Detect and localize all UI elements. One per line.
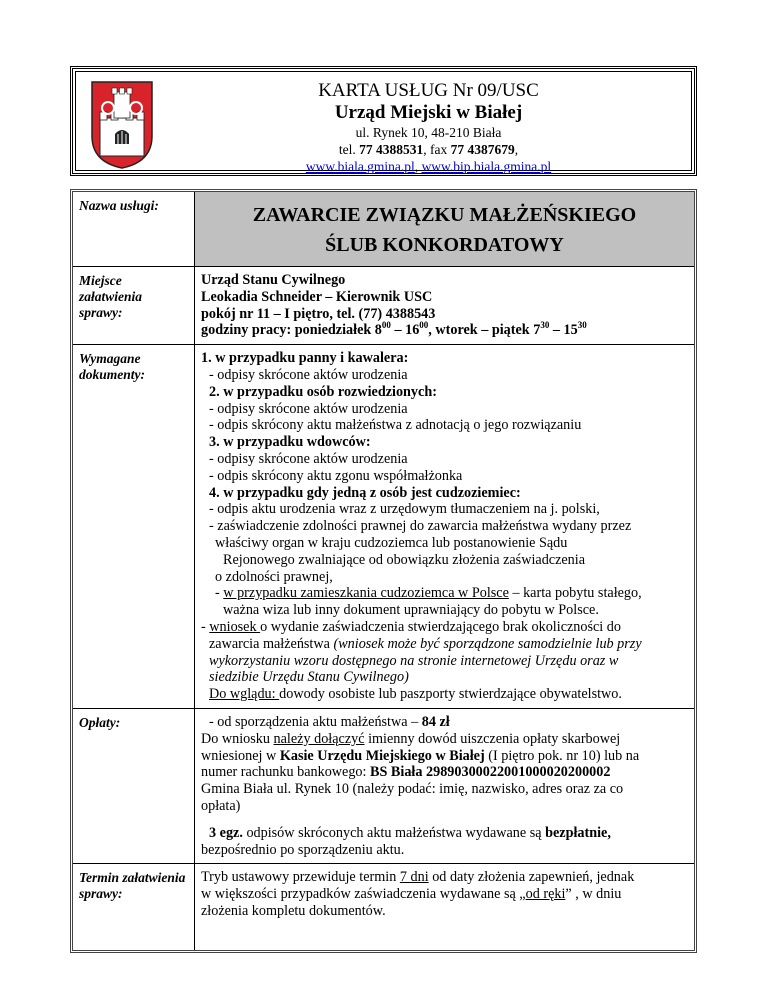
term-content [195,864,694,949]
docs-item: - odpis skrócony aktu małżeństwa z adnotacją o jego rozwiązaniu [209,417,582,434]
place-content [195,267,694,344]
docs-item: - odpis aktu urodzenia wraz z urzędowym tłumaczeniem na j. polski, [209,501,600,518]
fee-line-1: - od sporządzenia aktu małżeństwa – 84 zł [209,713,450,730]
docs-item: - odpisy skrócone aktów urodzenia [209,366,408,383]
docs-item: - odpisy skrócone aktów urodzenia [209,450,408,467]
docs-application-cont: wykorzystaniu wzoru dostępnego na stronie internetowej Urzędu oraz w [209,652,619,669]
label-fees: Opłaty: [73,709,195,863]
office-address: ul. Rynek 10, 48-210 Biała [355,125,502,140]
header-text [176,80,681,175]
docs-item-cont: o zdolności prawnej, [215,568,333,585]
documents-content [195,345,694,708]
row-term [73,864,694,949]
fee-line-7: 3 egz. odpisów skróconych aktu małżeństwa wydawane są bezpłatnie, [209,824,611,841]
service-title [195,192,694,266]
docs-inspection: Do wglądu: dowody osobiste lub paszporty stwierdzające obywatelstwo. [209,686,622,703]
docs-item: - w przypadku zamieszkania cudzoziemca w Polsce – karta pobytu stałego, [215,585,642,602]
docs-item-cont: Rejonowego zwalniające od obowiązku złożenia zaświadczenia [223,551,586,568]
row-place [73,267,694,345]
term-line-3: złożenia kompletu dokumentów. [201,902,386,919]
fax-number: 77 4387679 [450,142,515,157]
label-documents: Wymagane dokumenty: [73,345,195,708]
office-phone-fax: tel. 77 4388531, fax 77 4387679, [338,142,519,157]
place-line3: pokój nr 11 – I piętro, tel. (77) 4388543 [201,305,436,322]
label-place: Miejsce załatwienia sprawy: [73,267,195,344]
fee-line-6: opłata) [201,797,241,814]
docs-item: - odpis skrócony aktu zgonu współmałżonka [209,467,463,484]
bank-account: BS Biała 29890300022001000020200002 [370,764,611,781]
docs-application: - wniosek o wydanie zaświadczenia stwierdzającego brak okoliczności do [201,618,621,635]
fee-line-8: bezpośrednio po sporządzeniu aktu. [201,841,405,858]
row-fees [73,709,694,864]
header-box [70,66,697,176]
link-bip-biala-gmina[interactable]: www.bip.biala.gmina.pl [421,159,552,174]
link-biala-gmina[interactable]: www.biala.gmina.pl [305,159,415,174]
label-service-name: Nazwa usługi: [73,192,195,266]
docs-application-cont: zawarcia małżeństwa (wniosek może być sporządzone samodzielnie lub przy [209,635,642,652]
fee-line-4: numer rachunku bankowego: BS Biała 29890300022001000020200002 [201,764,611,781]
term-line-1: Tryb ustawowy przewiduje termin 7 dni od daty złożenia zapewnień, jednak [201,869,635,886]
place-line2: Leokadia Schneider – Kierownik USC [201,288,433,305]
fee-line-5: Gmina Biała ul. Rynek 10 (należy podać: imię, nazwisko, adres oraz za co [201,781,624,798]
office-links: www.biala.gmina.pl, www.bip.biala.gmina.pl [305,159,552,174]
term-line-2: w większości przypadków zaświadczenia wydawane są „od ręki” , w dniu [201,886,622,903]
office-hours: godziny pracy: poniedziałek $8^{00} - 16^{00}$, wtorek – piątek $7^{30} - 15^{30}$ [201,320,587,339]
row-documents [73,345,694,709]
label-term: Termin załatwienia sprawy: [73,864,195,949]
place-line1: Urząd Stanu Cywilnego [201,272,346,288]
docs-heading-4: 4. w przypadku gdy jedną z osób jest cudzoziemiec: [209,484,521,501]
docs-item-cont: właściwy organ w kraju cudzoziemca lub postanowienie Sądu [215,534,568,551]
fees-content [195,709,694,863]
docs-heading-1: 1. w przypadku panny i kawalera: [201,350,409,367]
service-title-line2: ŚLUB KONKORDATOWY [325,234,564,256]
fee-line-3: wniesionej w Kasie Urzędu Miejskiego w Białej (I piętro pok. nr 10) lub na [201,747,640,764]
docs-heading-3: 3. w przypadku wdowców: [209,434,371,451]
docs-heading-2: 2. w przypadku osób rozwiedzionych: [209,383,437,400]
service-card-table [70,189,697,953]
fee-line-2: Do wniosku należy dołączyć imienny dowód uiszczenia opłaty skarbowej [201,730,621,747]
coat-of-arms-logo [88,78,156,170]
office-name: Urząd Miejski w Białej [334,102,523,123]
row-service-name [73,192,694,267]
card-title: KARTA USŁUG Nr 09/USC [318,80,539,101]
docs-item: - odpisy skrócone aktów urodzenia [209,400,408,417]
docs-application-cont: siedzibie Urzędu Stanu Cywilnego) [209,669,409,686]
docs-item: - zaświadczenie zdolności prawnej do zawarcia małżeństwa wydany przez [209,518,632,535]
phone-number: 77 4388531 [359,142,424,157]
docs-item-cont: ważna wiza lub inny dokument uprawniający do pobytu w Polsce. [223,602,599,619]
service-title-line1: ZAWARCIE ZWIĄZKU MAŁŻEŃSKIEGO [252,204,637,226]
